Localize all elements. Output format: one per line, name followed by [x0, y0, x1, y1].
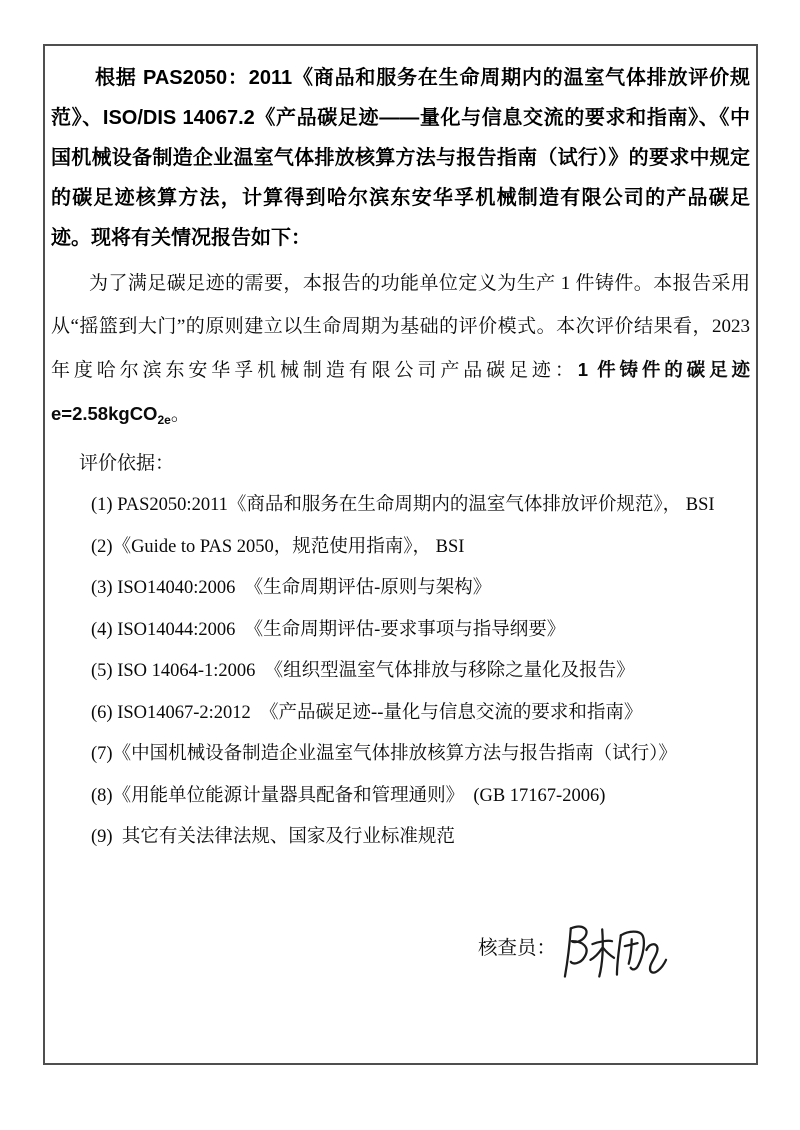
verifier-label: 核查员：	[478, 938, 557, 959]
reference-item-8: (8)《用能单位能源计量器具配备和管理通则》 (GB 17167-2006)	[91, 785, 606, 806]
reference-item-2: (2)《Guide to PAS 2050，规范使用指南》， BSI	[91, 536, 465, 557]
reference-item-1: (1) PAS2050:2011《商品和服务在生命周期内的温室气体排放评价规范》， BSI	[91, 495, 715, 515]
reference-list	[51, 485, 750, 859]
reference-item-4: (4) ISO14044:2006 《生命周期评估-要求事项与指导纲要》	[91, 619, 566, 640]
reference-item-6: (6) ISO14067-2:2012 《产品碳足迹--量化与信息交流的要求和指南》	[91, 702, 643, 723]
reference-item-9: (9) 其它有关法律法规、国家及行业标准规范	[91, 827, 455, 847]
signature-row	[478, 920, 668, 982]
reference-item-5: (5) ISO 14064-1:2006 《组织型温室气体排放与移除之量化及报告》	[91, 661, 635, 681]
reference-item-7: (7)《中国机械设备制造企业温室气体排放核算方法与报告指南（试行）》	[91, 744, 677, 764]
result-text: 1 件铸件的碳足迹 e=2.58kgCO	[51, 359, 750, 424]
section-heading: 评价依据：	[79, 453, 175, 474]
result-subscript: 2e	[157, 413, 171, 427]
reference-item-3: (3) ISO14040:2006 《生命周期评估-原则与架构》	[91, 578, 492, 598]
intro-paragraph: 根据 PAS2050：2011《商品和服务在生命周期内的温室气体排放评价规范》、ISO/DIS 14067.2《产品碳足迹——量化与信息交流的要求和指南》、《中国机械设备制造企业温室气体排放核算方法与报告指南（试行）》的要求中规定的碳足迹核算方法，计算得到哈尔滨东安华孚机械制造有限公司的产品碳足迹。现将有关情况报告如下：	[51, 67, 750, 249]
report-sheet	[43, 44, 758, 1065]
handwritten-signature	[560, 920, 668, 982]
summary-paragraph	[51, 262, 750, 442]
sentence-period: 。	[170, 404, 190, 425]
summary-text: 为了满足碳足迹的需要，本报告的功能单位定义为生产 1 件铸件。本报告采用从“摇篮到大门”的原则建立以生命周期为基础的评价模式。本次评价结果看，2023 年度哈尔滨东安华孚机械制造有限公司产品碳足迹：	[51, 273, 750, 381]
